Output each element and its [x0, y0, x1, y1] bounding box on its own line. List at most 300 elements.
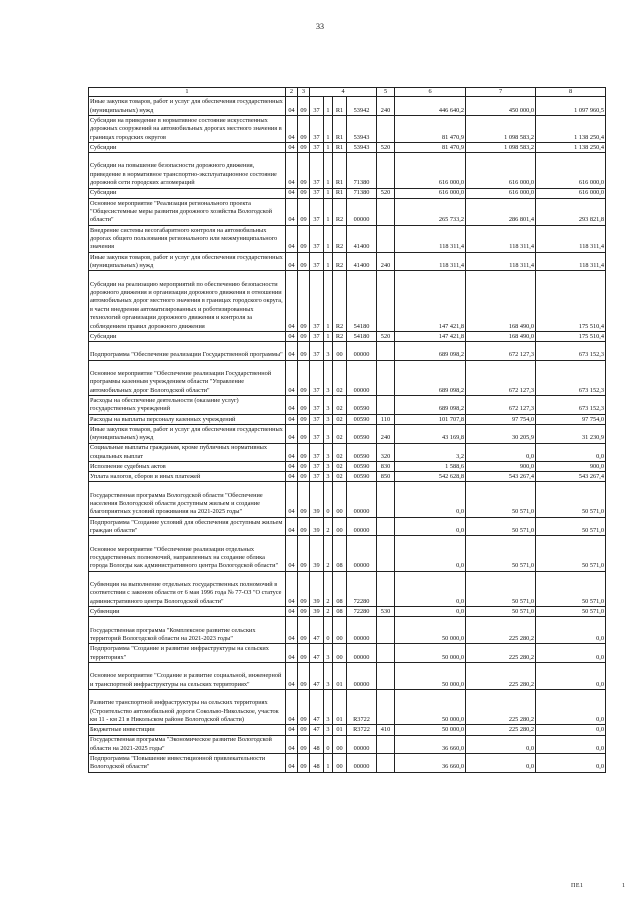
- amount-year-3: 0,0: [536, 690, 606, 725]
- code-expense-type: [377, 482, 395, 517]
- amount-year-1: 0,0: [395, 482, 466, 517]
- code-program: 37: [310, 472, 324, 482]
- code-direction: R3722: [347, 690, 377, 725]
- code-subprogram: 3: [324, 396, 333, 415]
- code-subsection: 09: [298, 188, 310, 198]
- code-direction: 71380: [347, 188, 377, 198]
- amount-year-3: 118 311,4: [536, 252, 606, 271]
- table-row: [89, 517, 606, 536]
- amount-year-2: 50 571,0: [466, 482, 536, 517]
- code-subsection: 09: [298, 690, 310, 725]
- code-subsection: 09: [298, 153, 310, 188]
- row-name: Подпрограмма "Создание и развитие инфраструктуры на сельских территориях": [89, 644, 286, 663]
- amount-year-1: 265 733,2: [395, 198, 466, 225]
- code-subsection: 09: [298, 517, 310, 536]
- code-program: 37: [310, 331, 324, 341]
- code-section: 04: [286, 663, 298, 690]
- code-section: 04: [286, 360, 298, 395]
- code-subprogram: 1: [324, 153, 333, 188]
- code-program: 47: [310, 644, 324, 663]
- header-cell: 1: [89, 88, 286, 97]
- code-program: 48: [310, 735, 324, 754]
- code-expense-type: [377, 517, 395, 536]
- code-expense-type: [377, 271, 395, 332]
- code-section: 04: [286, 153, 298, 188]
- code-subsection: 09: [298, 443, 310, 462]
- row-name: Подпрограмма "Повышение инвестиционной привлекательности Вологодской области": [89, 754, 286, 773]
- amount-year-2: 616 000,0: [466, 153, 536, 188]
- row-name: Социальные выплаты гражданам, кроме публичных нормативных социальных выплат: [89, 443, 286, 462]
- code-subprogram: 3: [324, 663, 333, 690]
- table-header-row: [89, 88, 606, 97]
- code-program: 37: [310, 188, 324, 198]
- amount-year-1: 81 470,9: [395, 143, 466, 153]
- table-row: [89, 143, 606, 153]
- footer-page-mark: 1: [622, 883, 625, 889]
- amount-year-3: 175 510,4: [536, 271, 606, 332]
- code-subprogram: 0: [324, 735, 333, 754]
- code-direction: 00000: [347, 644, 377, 663]
- code-subprogram: 0: [324, 482, 333, 517]
- code-direction: 00590: [347, 472, 377, 482]
- table-row: [89, 97, 606, 116]
- amount-year-3: 50 571,0: [536, 517, 606, 536]
- code-expense-type: 240: [377, 424, 395, 443]
- code-expense-type: [377, 735, 395, 754]
- code-direction: 00000: [347, 536, 377, 571]
- code-subsection: 09: [298, 607, 310, 617]
- row-name: Субвенция на выполнение отдельных государственных полномочий в соответствии с законом области от 6 мая 1996 года № 77-ОЗ "О статусе административного центра Вологодской области": [89, 571, 286, 606]
- amount-year-1: 50 000,0: [395, 644, 466, 663]
- code-expense-type: [377, 342, 395, 361]
- code-direction: 00590: [347, 443, 377, 462]
- code-event: 00: [333, 482, 347, 517]
- amount-year-1: 0,0: [395, 607, 466, 617]
- code-event: 02: [333, 424, 347, 443]
- budget-table: [88, 87, 606, 773]
- code-event: 01: [333, 690, 347, 725]
- amount-year-1: 147 421,8: [395, 331, 466, 341]
- code-direction: 00000: [347, 342, 377, 361]
- amount-year-2: 50 571,0: [466, 607, 536, 617]
- amount-year-1: 81 470,9: [395, 116, 466, 143]
- header-cell: 3: [298, 88, 310, 97]
- code-subprogram: 3: [324, 443, 333, 462]
- code-direction: 41400: [347, 225, 377, 252]
- table-row: [89, 462, 606, 472]
- code-expense-type: [377, 225, 395, 252]
- code-program: 37: [310, 143, 324, 153]
- amount-year-1: 118 311,4: [395, 252, 466, 271]
- amount-year-3: 50 571,0: [536, 607, 606, 617]
- code-event: 00: [333, 754, 347, 773]
- footer-mark: ПЕ1: [571, 883, 584, 889]
- code-section: 04: [286, 482, 298, 517]
- code-subprogram: 3: [324, 725, 333, 735]
- code-subprogram: 3: [324, 690, 333, 725]
- code-subprogram: 3: [324, 462, 333, 472]
- row-name: Исполнение судебных актов: [89, 462, 286, 472]
- amount-year-2: 225 280,2: [466, 690, 536, 725]
- code-program: 39: [310, 536, 324, 571]
- amount-year-1: 43 169,8: [395, 424, 466, 443]
- row-name: Расходы на выплаты персоналу казенных учреждений: [89, 414, 286, 424]
- code-event: R2: [333, 271, 347, 332]
- table-row: [89, 153, 606, 188]
- amount-year-2: 30 205,9: [466, 424, 536, 443]
- code-subsection: 09: [298, 97, 310, 116]
- code-expense-type: [377, 198, 395, 225]
- amount-year-2: 1 098 583,2: [466, 143, 536, 153]
- amount-year-2: 672 127,3: [466, 342, 536, 361]
- amount-year-2: 97 754,0: [466, 414, 536, 424]
- code-direction: 54180: [347, 331, 377, 341]
- code-section: 04: [286, 617, 298, 644]
- amount-year-3: 50 571,0: [536, 571, 606, 606]
- amount-year-3: 50 571,0: [536, 482, 606, 517]
- table-row: [89, 536, 606, 571]
- amount-year-2: 543 267,4: [466, 472, 536, 482]
- code-program: 39: [310, 571, 324, 606]
- row-name: Субсидии на реализацию мероприятий по обеспечению безопасности дорожного движения и организации дорожного движения в отношении автомобильных дорог местного значения в границах городского округа, в части внедрения автоматизированных и роботизированных технологий организации дорожного движения и контроля за соблюдением правил дорожного движения: [89, 271, 286, 332]
- code-event: 01: [333, 663, 347, 690]
- amount-year-2: 450 000,0: [466, 97, 536, 116]
- code-direction: 72280: [347, 571, 377, 606]
- table-row: [89, 754, 606, 773]
- amount-year-3: 1 138 250,4: [536, 143, 606, 153]
- amount-year-3: 0,0: [536, 754, 606, 773]
- code-direction: 41400: [347, 252, 377, 271]
- amount-year-2: 50 571,0: [466, 517, 536, 536]
- row-name: Субвенции: [89, 607, 286, 617]
- code-program: 39: [310, 517, 324, 536]
- amount-year-2: 0,0: [466, 735, 536, 754]
- code-subsection: 09: [298, 644, 310, 663]
- code-section: 04: [286, 271, 298, 332]
- amount-year-2: 50 571,0: [466, 536, 536, 571]
- code-expense-type: 240: [377, 97, 395, 116]
- code-subsection: 09: [298, 342, 310, 361]
- code-subprogram: 1: [324, 188, 333, 198]
- code-program: 37: [310, 225, 324, 252]
- amount-year-1: 147 421,8: [395, 271, 466, 332]
- code-subprogram: 2: [324, 536, 333, 571]
- code-section: 04: [286, 607, 298, 617]
- amount-year-2: 225 280,2: [466, 617, 536, 644]
- amount-year-1: 689 098,2: [395, 360, 466, 395]
- amount-year-2: 616 000,0: [466, 188, 536, 198]
- code-program: 37: [310, 153, 324, 188]
- code-subprogram: 3: [324, 644, 333, 663]
- table-row: [89, 617, 606, 644]
- amount-year-3: 543 267,4: [536, 472, 606, 482]
- code-direction: 00590: [347, 414, 377, 424]
- table-row: [89, 443, 606, 462]
- code-subsection: 09: [298, 725, 310, 735]
- code-subprogram: 2: [324, 517, 333, 536]
- code-event: 02: [333, 396, 347, 415]
- amount-year-3: 0,0: [536, 725, 606, 735]
- code-subprogram: 1: [324, 754, 333, 773]
- code-event: R2: [333, 252, 347, 271]
- code-subprogram: 1: [324, 97, 333, 116]
- amount-year-3: 1 138 250,4: [536, 116, 606, 143]
- code-expense-type: [377, 754, 395, 773]
- table-row: [89, 342, 606, 361]
- table-row: [89, 735, 606, 754]
- code-section: 04: [286, 198, 298, 225]
- table-row: [89, 571, 606, 606]
- row-name: Государственная программа Вологодской области "Обеспечение населения Вологодской области доступным жильем и создание благоприятных условий проживания на 2021-2025 годы": [89, 482, 286, 517]
- header-cell: 6: [395, 88, 466, 97]
- amount-year-2: 225 280,2: [466, 725, 536, 735]
- code-event: 01: [333, 725, 347, 735]
- code-expense-type: 850: [377, 472, 395, 482]
- table-row: [89, 482, 606, 517]
- code-subprogram: 2: [324, 571, 333, 606]
- amount-year-3: 175 510,4: [536, 331, 606, 341]
- amount-year-2: 225 280,2: [466, 663, 536, 690]
- code-direction: 53943: [347, 116, 377, 143]
- amount-year-1: 446 640,2: [395, 97, 466, 116]
- header-cell: 7: [466, 88, 536, 97]
- code-program: 37: [310, 424, 324, 443]
- code-subsection: 09: [298, 424, 310, 443]
- code-expense-type: [377, 396, 395, 415]
- code-subsection: 09: [298, 271, 310, 332]
- code-program: 37: [310, 360, 324, 395]
- code-event: 08: [333, 571, 347, 606]
- amount-year-1: 542 628,8: [395, 472, 466, 482]
- code-section: 04: [286, 571, 298, 606]
- code-subprogram: 0: [324, 617, 333, 644]
- code-subprogram: 1: [324, 198, 333, 225]
- code-subsection: 09: [298, 472, 310, 482]
- amount-year-2: 0,0: [466, 443, 536, 462]
- code-subsection: 09: [298, 198, 310, 225]
- amount-year-3: 50 571,0: [536, 536, 606, 571]
- code-direction: R3722: [347, 725, 377, 735]
- code-subsection: 09: [298, 225, 310, 252]
- amount-year-2: 118 311,4: [466, 252, 536, 271]
- page-number: 33: [316, 22, 324, 31]
- table-row: [89, 663, 606, 690]
- code-program: 37: [310, 271, 324, 332]
- code-direction: 00590: [347, 424, 377, 443]
- code-expense-type: 830: [377, 462, 395, 472]
- code-event: 08: [333, 536, 347, 571]
- code-direction: 00590: [347, 462, 377, 472]
- code-expense-type: 240: [377, 252, 395, 271]
- code-event: R2: [333, 225, 347, 252]
- row-name: Иные закупки товаров, работ и услуг для обеспечения государственных (муниципальных) нужд: [89, 252, 286, 271]
- code-event: R1: [333, 97, 347, 116]
- code-subsection: 09: [298, 360, 310, 395]
- code-expense-type: [377, 644, 395, 663]
- code-program: 47: [310, 663, 324, 690]
- amount-year-3: 31 230,9: [536, 424, 606, 443]
- code-section: 04: [286, 252, 298, 271]
- code-subsection: 09: [298, 536, 310, 571]
- amount-year-2: 0,0: [466, 754, 536, 773]
- code-subsection: 09: [298, 396, 310, 415]
- code-expense-type: 110: [377, 414, 395, 424]
- code-direction: 54180: [347, 271, 377, 332]
- row-name: Развитие транспортной инфраструктуры на сельских территориях (Строительство автомобильной дороги Сокольво-Никольское, участок км 11 - км 21 в Никольском районе Вологодской области): [89, 690, 286, 725]
- row-name: Основное мероприятие "Создание и развитие социальной, инженерной и транспортной инфраструктуры на сельских территориях": [89, 663, 286, 690]
- amount-year-1: 50 000,0: [395, 617, 466, 644]
- code-program: 37: [310, 97, 324, 116]
- code-direction: 53943: [347, 143, 377, 153]
- code-subprogram: 1: [324, 225, 333, 252]
- amount-year-1: 36 660,0: [395, 735, 466, 754]
- code-program: 39: [310, 607, 324, 617]
- table-row: [89, 225, 606, 252]
- code-subsection: 09: [298, 754, 310, 773]
- amount-year-1: 36 660,0: [395, 754, 466, 773]
- code-section: 04: [286, 462, 298, 472]
- code-event: R1: [333, 188, 347, 198]
- code-program: 37: [310, 252, 324, 271]
- code-direction: 00000: [347, 735, 377, 754]
- code-section: 04: [286, 116, 298, 143]
- code-event: 00: [333, 517, 347, 536]
- code-direction: 00000: [347, 517, 377, 536]
- code-expense-type: 410: [377, 725, 395, 735]
- code-section: 04: [286, 754, 298, 773]
- amount-year-2: 672 127,3: [466, 360, 536, 395]
- amount-year-1: 616 000,0: [395, 153, 466, 188]
- amount-year-3: 0,0: [536, 644, 606, 663]
- amount-year-3: 1 097 960,5: [536, 97, 606, 116]
- table-row: [89, 360, 606, 395]
- code-event: 00: [333, 644, 347, 663]
- code-expense-type: 520: [377, 188, 395, 198]
- header-cell: 4: [310, 88, 377, 97]
- code-section: 04: [286, 735, 298, 754]
- amount-year-3: 0,0: [536, 663, 606, 690]
- amount-year-1: 50 000,0: [395, 690, 466, 725]
- code-expense-type: 520: [377, 331, 395, 341]
- row-name: Субсидии на повышение безопасности дорожного движения, приведение в нормативное транспортно-эксплуатационное состояние дорожной сети городских агломераций: [89, 153, 286, 188]
- code-direction: 00000: [347, 360, 377, 395]
- row-name: Уплата налогов, сборов и иных платежей: [89, 472, 286, 482]
- amount-year-3: 673 152,3: [536, 360, 606, 395]
- header-cell: 8: [536, 88, 606, 97]
- code-event: R2: [333, 331, 347, 341]
- row-name: Государственная программа "Комплексное развитие сельских территорий Вологодской области на 2021-2023 годы": [89, 617, 286, 644]
- code-subprogram: 3: [324, 414, 333, 424]
- code-subprogram: 3: [324, 472, 333, 482]
- code-expense-type: [377, 360, 395, 395]
- amount-year-1: 118 311,4: [395, 225, 466, 252]
- amount-year-3: 616 000,0: [536, 153, 606, 188]
- code-subprogram: 1: [324, 116, 333, 143]
- code-event: 00: [333, 617, 347, 644]
- code-subsection: 09: [298, 143, 310, 153]
- code-event: 02: [333, 462, 347, 472]
- amount-year-1: 0,0: [395, 536, 466, 571]
- table-row: [89, 690, 606, 725]
- row-name: Расходы на обеспечение деятельности (оказание услуг) государственных учреждений: [89, 396, 286, 415]
- row-name: Субсидии: [89, 331, 286, 341]
- code-program: 37: [310, 342, 324, 361]
- code-expense-type: [377, 536, 395, 571]
- amount-year-2: 225 280,2: [466, 644, 536, 663]
- code-section: 04: [286, 472, 298, 482]
- code-expense-type: [377, 690, 395, 725]
- row-name: Иные закупки товаров, работ и услуг для обеспечения государственных (муниципальных) нужд: [89, 424, 286, 443]
- code-subprogram: 3: [324, 342, 333, 361]
- code-subprogram: 3: [324, 360, 333, 395]
- amount-year-3: 0,0: [536, 617, 606, 644]
- code-program: 48: [310, 754, 324, 773]
- table-row: [89, 198, 606, 225]
- code-subsection: 09: [298, 331, 310, 341]
- code-event: 02: [333, 472, 347, 482]
- code-subsection: 09: [298, 116, 310, 143]
- code-program: 39: [310, 482, 324, 517]
- code-subprogram: 2: [324, 607, 333, 617]
- header-cell: 2: [286, 88, 298, 97]
- amount-year-2: 900,0: [466, 462, 536, 472]
- amount-year-1: 101 707,8: [395, 414, 466, 424]
- code-program: 47: [310, 690, 324, 725]
- amount-year-2: 168 490,0: [466, 271, 536, 332]
- code-subsection: 09: [298, 462, 310, 472]
- code-expense-type: 530: [377, 607, 395, 617]
- code-subsection: 09: [298, 735, 310, 754]
- table-row: [89, 424, 606, 443]
- code-event: 02: [333, 443, 347, 462]
- amount-year-1: 616 000,0: [395, 188, 466, 198]
- table-row: [89, 188, 606, 198]
- code-direction: 00000: [347, 482, 377, 517]
- table-row: [89, 331, 606, 341]
- code-expense-type: [377, 153, 395, 188]
- code-subprogram: 1: [324, 271, 333, 332]
- row-name: Субсидии: [89, 188, 286, 198]
- code-subsection: 09: [298, 414, 310, 424]
- code-event: 02: [333, 414, 347, 424]
- table-row: [89, 252, 606, 271]
- amount-year-2: 286 801,4: [466, 198, 536, 225]
- code-section: 04: [286, 396, 298, 415]
- table-row: [89, 725, 606, 735]
- table-row: [89, 472, 606, 482]
- code-subprogram: 1: [324, 331, 333, 341]
- amount-year-1: 50 000,0: [395, 663, 466, 690]
- code-subprogram: 1: [324, 143, 333, 153]
- row-name: Иные закупки товаров, работ и услуг для обеспечения государственных (муниципальных) нужд: [89, 97, 286, 116]
- amount-year-2: 672 127,3: [466, 396, 536, 415]
- row-name: Субсидия на приведение в нормативное состояние искусственных дорожных сооружений на автомобильных дорогах местного значения в границах городских округов: [89, 116, 286, 143]
- row-name: Субсидии: [89, 143, 286, 153]
- row-name: Внедрение системы весогабаритного контроля на автомобильных дорогах общего пользования регионального или межмуниципального значения: [89, 225, 286, 252]
- code-section: 04: [286, 690, 298, 725]
- amount-year-1: 0,0: [395, 571, 466, 606]
- code-expense-type: [377, 571, 395, 606]
- code-section: 04: [286, 725, 298, 735]
- code-event: 00: [333, 342, 347, 361]
- row-name: Подпрограмма "Обеспечение реализации Государственной программы": [89, 342, 286, 361]
- code-direction: 00000: [347, 617, 377, 644]
- code-section: 04: [286, 644, 298, 663]
- code-expense-type: [377, 617, 395, 644]
- code-expense-type: [377, 663, 395, 690]
- amount-year-3: 293 821,8: [536, 198, 606, 225]
- code-expense-type: [377, 116, 395, 143]
